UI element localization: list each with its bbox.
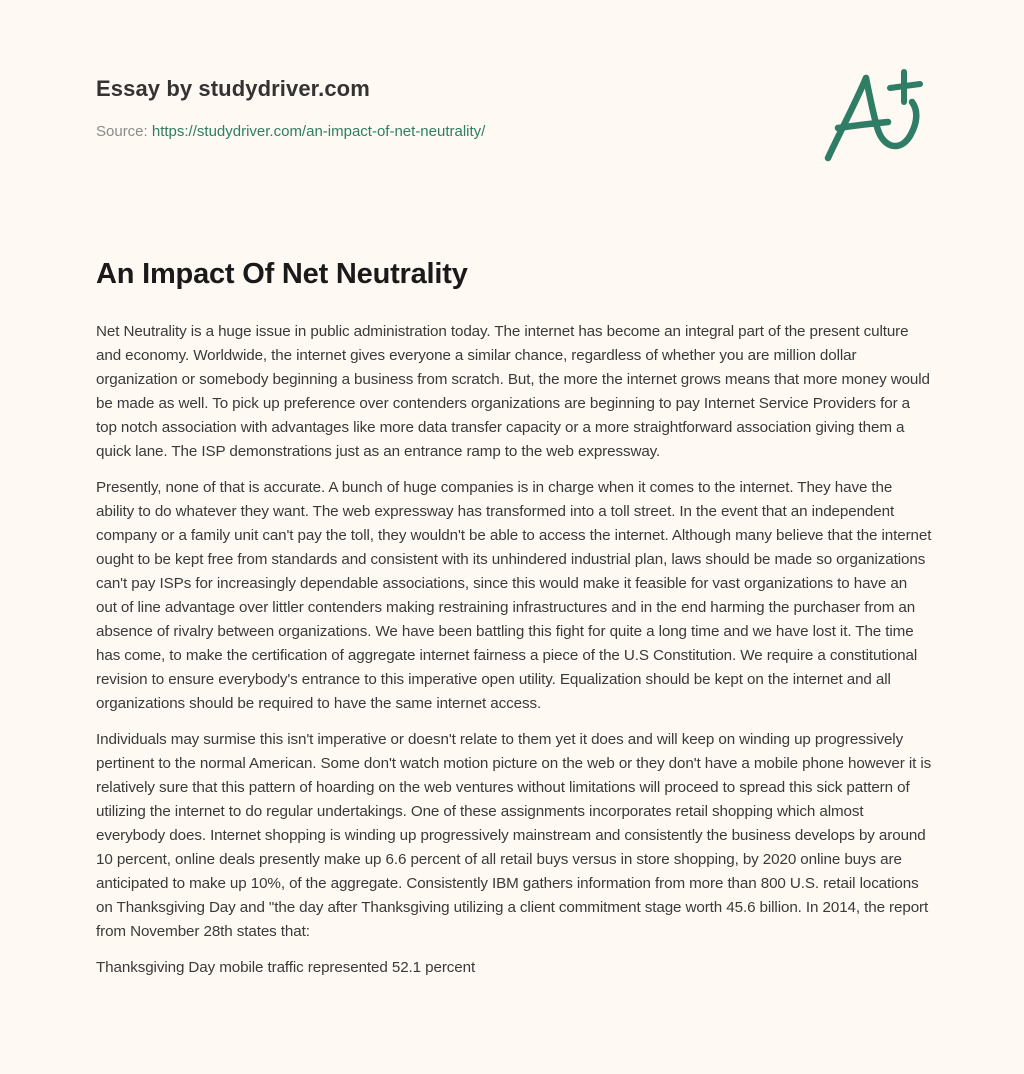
essay-content — [96, 252, 932, 992]
essay-title: An Impact Of Net Neutrality — [96, 258, 468, 290]
essay-paragraph-2: Presently, none of that is accurate. A bunch of huge companies is in charge when it comes to the internet. They have the ability to do whatever they want. The web expressway has transformed into a toll street. In the event that an independent company or a family unit can't pay the toll, they wouldn't be able to access the internet. Although many believe that the internet ought to be kept free from standards and consistent with its unhindered industrial plan, laws should be made so organizations can't pay ISPs for increasingly dependable associations, since this would make it feasible for vast organizations to have an out of line advantage over littler contenders making restraining infrastructures and in the end harming the purchaser from an absence of rivalry between organizations. We have been battling this fight for quite a long time and we have lost it. The time has come, to make the certification of aggregate internet fairness a piece of the U.S Constitution. We require a constitutional revision to ensure everybody's entrance to this imperative open utility. Equalization should be kept on the internet and all organizations should be required to have the same internet access. — [96, 479, 932, 712]
source-line — [96, 122, 485, 142]
essay-paragraph-1: Net Neutrality is a huge issue in public administration today. The internet has become an integral part of the present culture and economy. Worldwide, the internet gives everyone a similar chance, regardless of whether you are million dollar organization or somebody beginning a business from scratch. But, the more the internet grows means that more money would be made as well. To pick up preference over contenders organizations are beginning to pay Internet Service Providers for a top notch association with advantages like more data transfer capacity or a more straightforward association giving them a quick lane. The ISP demonstrations just as an entrance ramp to the web expressway. — [96, 323, 930, 460]
source-link[interactable]: https://studydriver.com/an-impact-of-net-neutrality/ — [151, 123, 486, 140]
essay-paragraph-4: Thanksgiving Day mobile traffic represented 52.1 percent — [96, 959, 476, 976]
source-label: Source: — [96, 123, 152, 140]
essay-paragraph-3: Individuals may surmise this isn't imperative or doesn't relate to them yet it does and will keep on winding up progressively pertinent to the normal American. Some don't watch motion picture on the web or they don't have a mobile phone however it is relatively sure that this pattern of hoarding on the web ventures without limitations will proceed to spread this sick pattern of utilizing the internet to do regular undertakings. One of these assignments incorporates retail shopping which almost everybody does. Internet shopping is winding up progressively mainstream and consistently the business develops by around 10 percent, online deals presently make up 6.6 percent of all retail buys versus in store shopping, by 2020 online buys are anticipated to make up 10%, of the aggregate. Consistently IBM gathers information from more than 800 U.S. retail locations on Thanksgiving Day and "the day after Thanksgiving utilizing a client commitment stage worth 45.6 billion. In 2014, the report from November 28th states that: — [96, 731, 932, 940]
site-title: Essay by studydriver.com — [96, 76, 370, 101]
a-plus-grade-icon — [818, 64, 936, 168]
page-header — [96, 74, 485, 142]
